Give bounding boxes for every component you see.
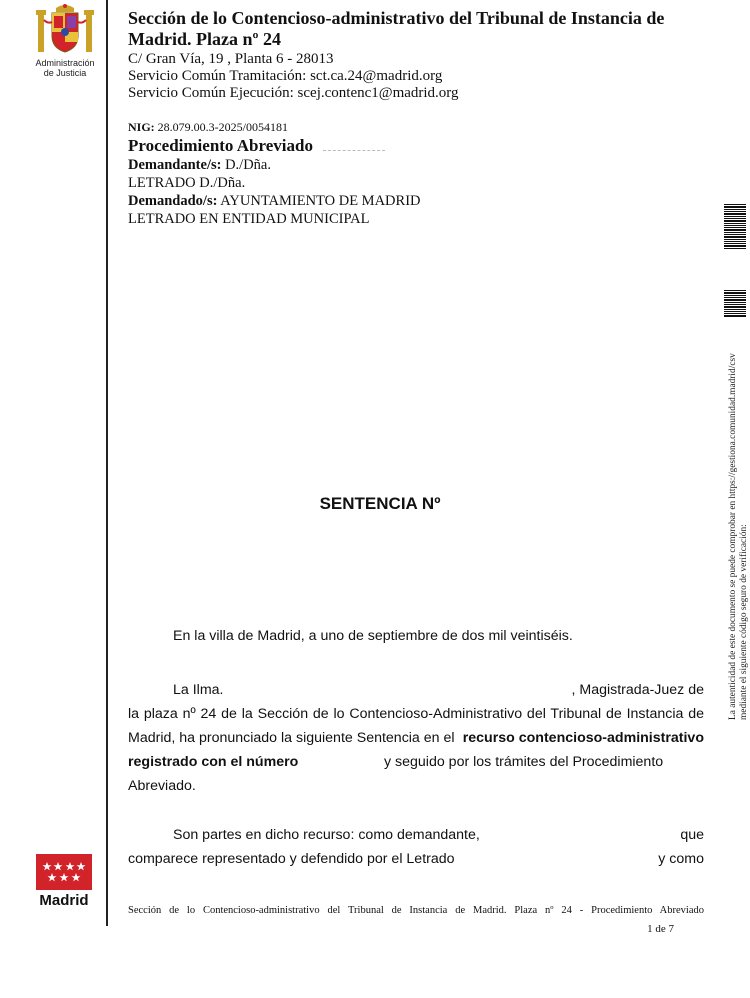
redacted-number	[323, 140, 385, 151]
court-title	[128, 8, 708, 50]
p2-l4-end: y seguido por los trámites del Procedimiento	[384, 754, 664, 770]
demandado-line	[128, 193, 421, 210]
letrado-line: LETRADO D./Dña.	[128, 175, 246, 191]
nig-label: NIG:	[128, 120, 155, 134]
paragraph-2-line-2: la plaza nº 24 de la Sección de lo Contencioso-Administrativo del Tribunal de Instancia de	[128, 706, 704, 722]
logo-caption	[18, 58, 112, 78]
court-title-line2: Madrid. Plaza nº 24	[128, 29, 281, 49]
p3-l2-end: y como	[658, 851, 704, 867]
procedure-label: Procedimiento Abreviado	[128, 136, 313, 155]
p2-l1-end: , Magistrada-Juez de	[571, 682, 704, 698]
ejecucion-email: Servicio Común Ejecución: scej.contenc1@madrid.org	[128, 85, 459, 101]
p2-l4-bold: registrado con el número	[128, 754, 299, 770]
logo-caption-line2: de Justicia	[43, 68, 87, 78]
demandante-label: Demandante/s:	[128, 157, 222, 173]
vertical-margin-rule	[106, 0, 108, 926]
verification-note-line1: La autenticidad de este documento se puede comprobar en https://gestiona.comunidad.madrid/csv	[728, 353, 738, 720]
paragraph-3-line-2	[128, 847, 704, 871]
letrado-entidad-line: LETRADO EN ENTIDAD MUNICIPAL	[128, 211, 370, 227]
madrid-label: Madrid	[39, 892, 89, 909]
paragraph-date: En la villa de Madrid, a uno de septiembre de dos mil veintiséis.	[173, 628, 573, 644]
p3-l1-end: que	[680, 827, 704, 843]
page-number: 1 de 7	[647, 923, 674, 935]
barcode-small-icon	[724, 290, 746, 318]
barcode-icon	[724, 204, 746, 250]
nig-value: 28.079.00.3-2025/0054181	[157, 120, 289, 134]
verification-note-line2: mediante el siguiente código seguro de verificación:	[739, 524, 749, 720]
court-address: C/ Gran Vía, 19 , Planta 6 - 28013	[128, 51, 334, 67]
p3-l2-start: comparece representado y defendido por el Letrado	[128, 851, 455, 867]
demandado-label: Demandado/s:	[128, 193, 218, 209]
demandante-value: D./Dña.	[225, 157, 271, 173]
p3-l1-start: Son partes en dicho recurso: como demandante,	[173, 827, 480, 843]
logo-caption-line1: Administración	[35, 58, 95, 68]
demandante-line	[128, 157, 271, 174]
nig-line	[128, 120, 288, 135]
paragraph-2-line-5: Abreviado.	[128, 778, 196, 794]
paragraph-2-line-1	[128, 678, 704, 702]
paragraph-3-line-1	[128, 823, 704, 847]
tramitacion-email: Servicio Común Tramitación: sct.ca.24@madrid.org	[128, 68, 443, 84]
paragraph-2-line-3	[128, 726, 704, 750]
procedure-title	[128, 136, 385, 156]
p2-l3-start: Madrid, ha pronunciado la siguiente Sentencia en el	[128, 730, 455, 746]
coat-of-arms-icon	[34, 2, 96, 58]
p2-l1-start: La Ilma.	[173, 682, 224, 698]
verification-note	[728, 353, 750, 720]
p2-l3-bold: recurso contencioso-administrativo	[462, 730, 704, 746]
footer-text: Sección de lo Contencioso-administrativo del Tribunal de Instancia de Madrid. Plaza nº 24 - Procedimiento Abreviado	[128, 905, 704, 916]
madrid-stars-logo-icon	[36, 854, 92, 890]
paragraph-2-line-4	[128, 750, 704, 774]
court-title-line1: Sección de lo Contencioso-administrativo del Tribunal de Instancia de	[128, 8, 665, 28]
demandado-value: AYUNTAMIENTO DE MADRID	[220, 193, 421, 209]
sentencia-title: SENTENCIA Nº	[319, 494, 441, 513]
